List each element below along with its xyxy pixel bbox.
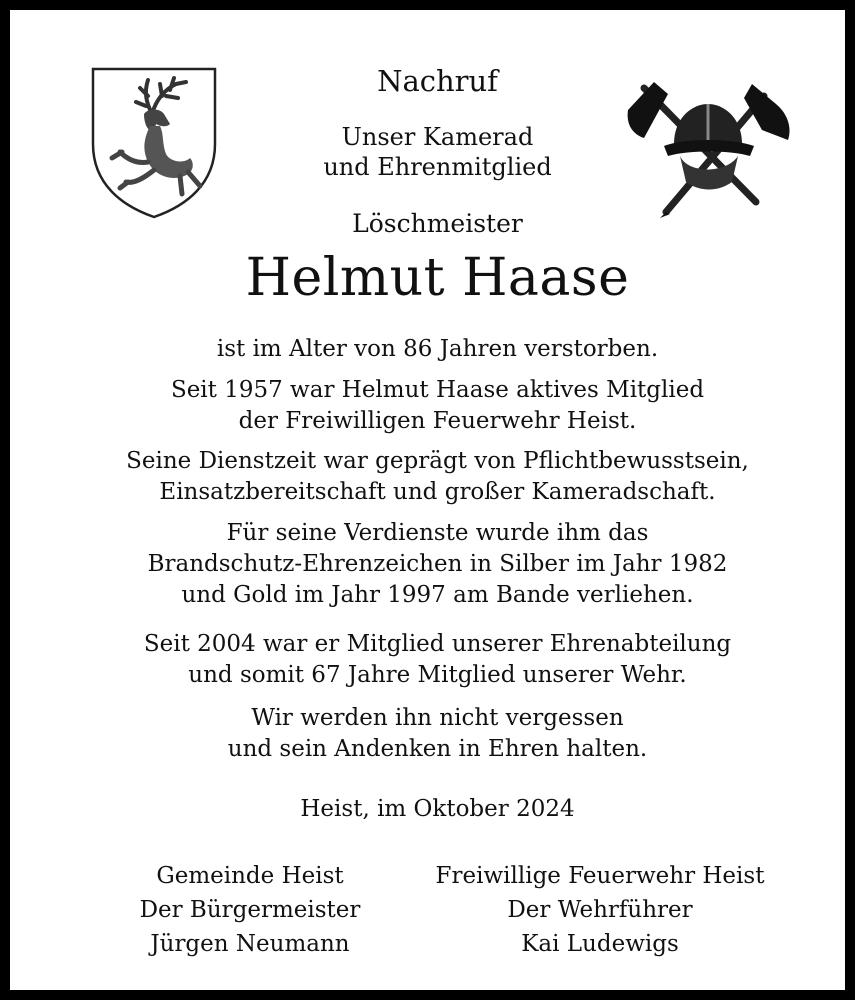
paragraph-line: und somit 67 Jahre Mitglied unserer Wehr. [188, 662, 687, 688]
subtitle-line: Unser Kamerad [341, 123, 534, 151]
paragraph-line: Einsatzbereitschaft und großer Kameradschaft. [159, 479, 716, 505]
signature-line: Freiwillige Feuerwehr Heist [435, 863, 765, 889]
signature-line: Kai Ludewigs [521, 931, 679, 957]
place-date: Heist, im Oktober 2024 [300, 796, 575, 822]
paragraph-line: Für seine Verdienste wurde ihm das [226, 520, 649, 546]
signature-municipality [110, 859, 390, 961]
paragraph-line: Seit 1957 war Helmut Haase aktives Mitglied [170, 377, 705, 403]
paragraph [10, 375, 855, 437]
signature-line: Der Bürgermeister [139, 897, 361, 923]
paragraph-line: Seine Dienstzeit war geprägt von Pflichtbewusstsein, [126, 448, 749, 474]
paragraph-line: der Freiwilligen Feuerwehr Heist. [238, 408, 637, 434]
subtitle-line: und Ehrenmitglied [323, 153, 552, 181]
signature-fire-brigade [400, 859, 800, 961]
paragraph [10, 334, 855, 365]
paragraph [10, 518, 855, 611]
rank: Löschmeister [352, 209, 523, 238]
paragraph-line: Seit 2004 war er Mitglied unserer Ehrenabteilung [143, 631, 732, 657]
paragraph-line: und sein Andenken in Ehren halten. [227, 736, 648, 762]
paragraph-line: und Gold im Jahr 1997 am Bande verliehen. [181, 582, 694, 608]
notice-title: Nachruf [377, 64, 498, 98]
subtitle [10, 122, 855, 182]
paragraph-line: Wir werden ihn nicht vergessen [251, 705, 624, 731]
paragraph [10, 629, 855, 691]
paragraph-line: ist im Alter von 86 Jahren verstorben. [216, 336, 659, 362]
signature-line: Jürgen Neumann [150, 931, 350, 957]
signature-line: Der Wehrführer [507, 897, 693, 923]
signature-line: Gemeinde Heist [156, 863, 344, 889]
paragraph [10, 703, 855, 765]
paragraph [10, 446, 855, 508]
paragraph-line: Brandschutz-Ehrenzeichen in Silber im Jahr 1982 [147, 551, 728, 577]
deceased-name: Helmut Haase [245, 248, 630, 308]
